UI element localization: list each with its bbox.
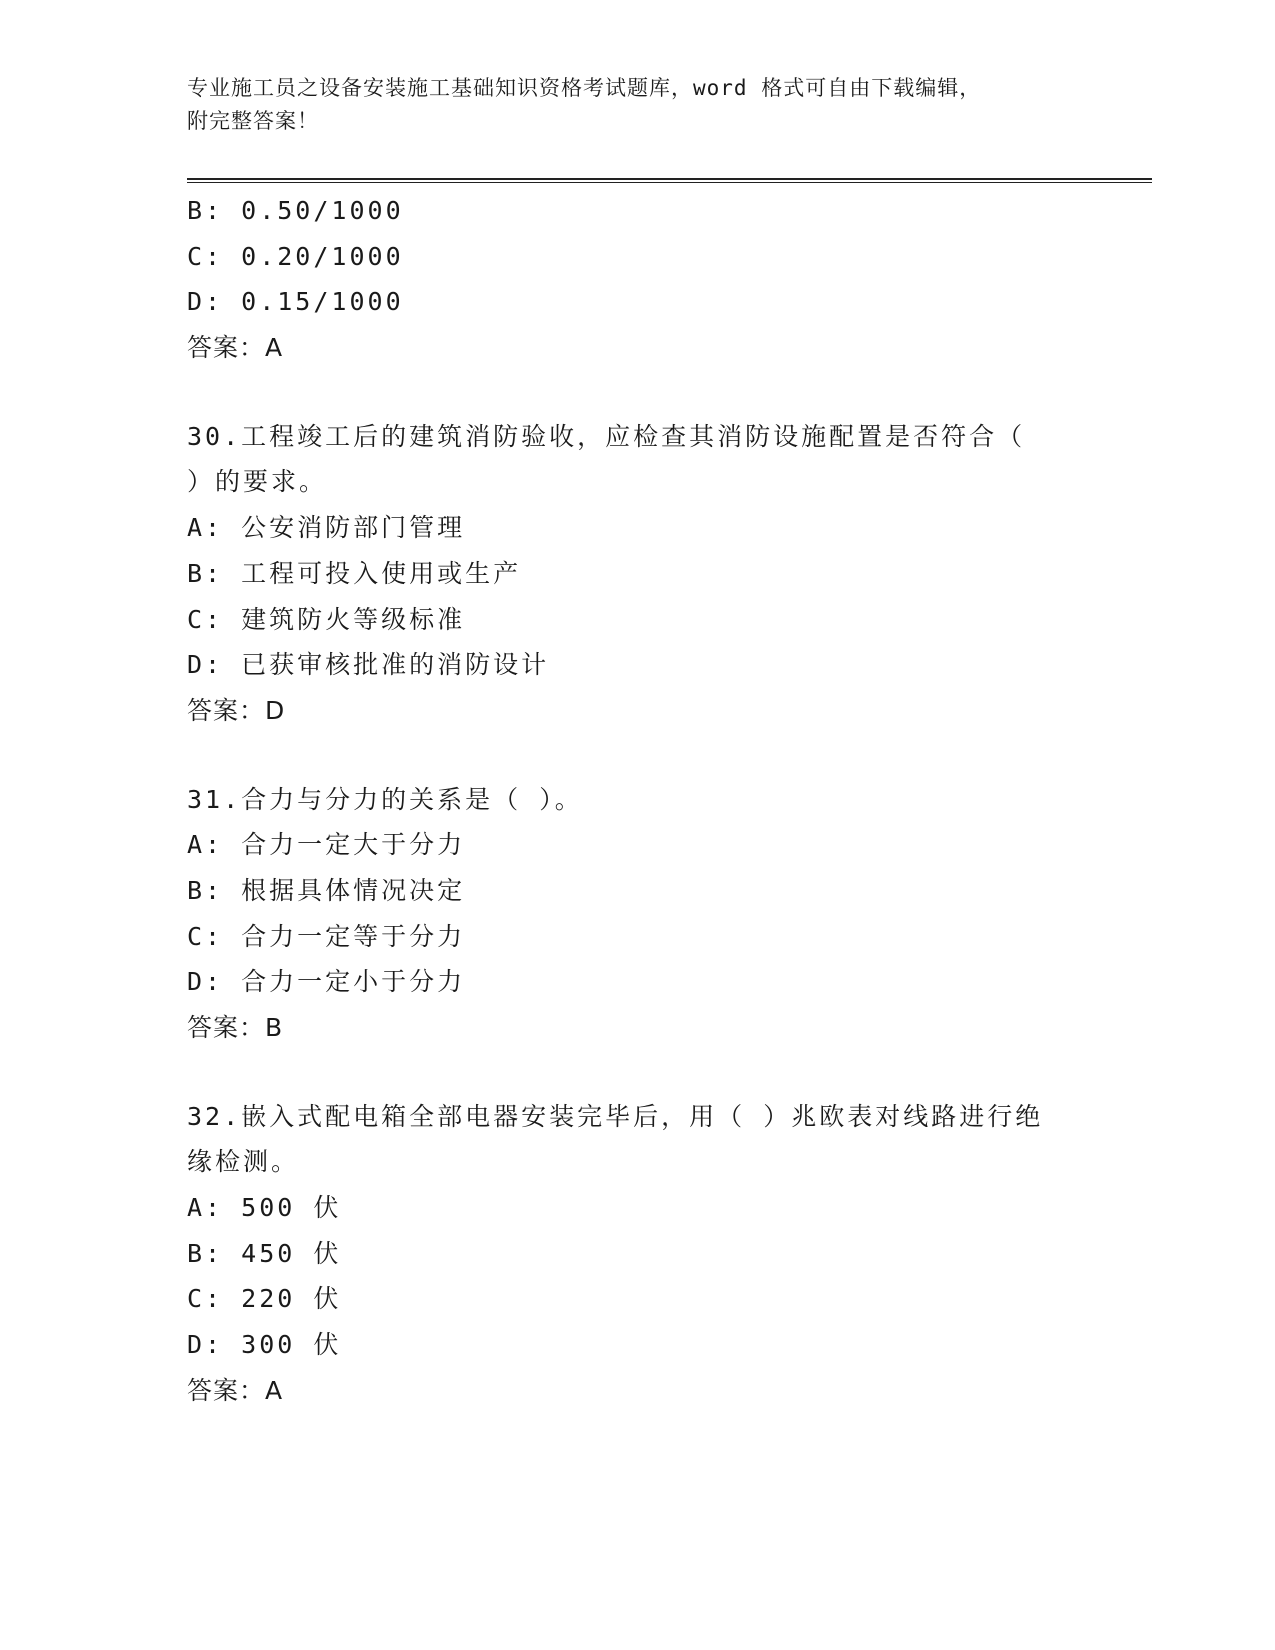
option-b: B: 0.50/1000 (187, 196, 404, 225)
question-32 (187, 1094, 1087, 1414)
option-d: D: 合力一定小于分力 (187, 967, 466, 997)
option-c: C: 0.20/1000 (187, 241, 404, 271)
option-c: C: 合力一定等于分力 (187, 921, 466, 951)
option-d: D: 0.15/1000 (187, 287, 404, 317)
option-b: B: 工程可投入使用或生产 (187, 558, 522, 588)
option-c: C: 220 伏 (187, 1284, 342, 1314)
header-divider-thin (187, 182, 1152, 183)
option-a: A: 500 伏 (187, 1193, 342, 1223)
question-30 (187, 414, 1087, 734)
option-b: B: 450 伏 (187, 1238, 342, 1268)
option-a: A: 公安消防部门管理 (187, 513, 466, 543)
answer: 答案：A (187, 1375, 284, 1405)
document-header (187, 72, 1067, 138)
question-stem-cont: 缘检测。 (187, 1147, 300, 1177)
option-d: D: 已获审核批准的消防设计 (187, 650, 550, 680)
question-stem-cont: ）的要求。 (187, 467, 328, 497)
option-b: B: 根据具体情况决定 (187, 875, 466, 905)
header-line-2: 附完整答案！ (187, 109, 319, 133)
question-29-continued (187, 188, 1087, 371)
header-divider-thick (187, 178, 1152, 180)
answer: 答案：B (187, 1013, 284, 1042)
question-list (187, 188, 1087, 1414)
answer: 答案：D (187, 695, 286, 725)
header-line-1: 专业施工员之设备安装施工基础知识资格考试题库，word 格式可自由下载编辑， (187, 76, 982, 100)
option-d: D: 300 伏 (187, 1330, 342, 1360)
option-c: C: 建筑防火等级标准 (187, 604, 466, 634)
question-stem: 32.嵌入式配电箱全部电器安装完毕后，用（ ）兆欧表对线路进行绝 (187, 1101, 1044, 1131)
option-a: A: 合力一定大于分力 (187, 830, 466, 860)
question-stem: 31.合力与分力的关系是（ ）。 (187, 784, 583, 814)
question-31 (187, 777, 1087, 1051)
answer: 答案：A (187, 333, 284, 363)
question-stem: 30.工程竣工后的建筑消防验收，应检查其消防设施配置是否符合（ (187, 421, 1026, 451)
